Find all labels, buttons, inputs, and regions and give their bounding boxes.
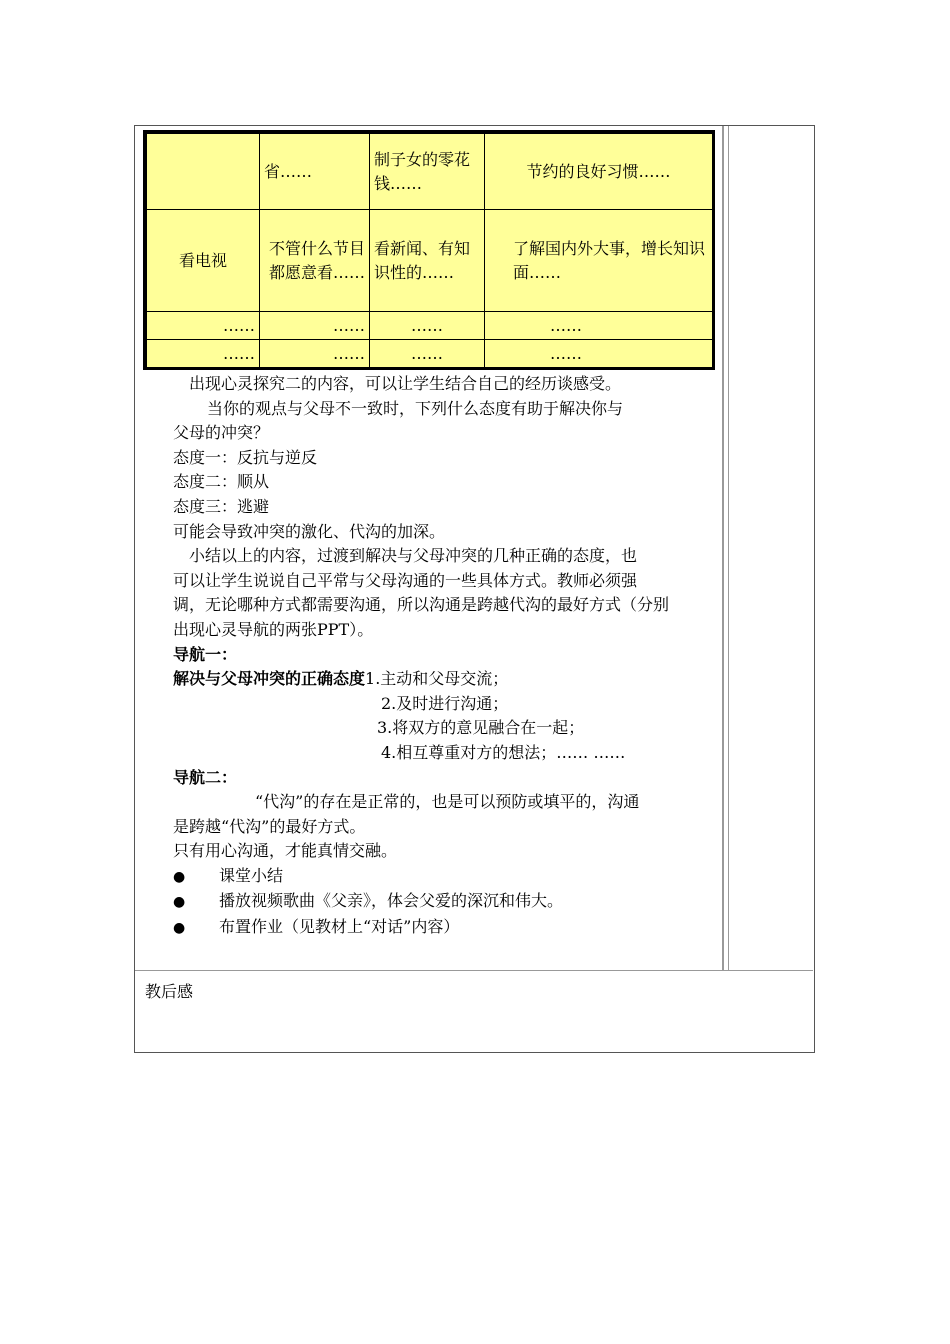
table-cell: 了解国内外大事，增长知识面…… [485, 210, 713, 312]
paragraph: 出现心灵导航的两张PPT）。 [173, 619, 374, 639]
paragraph: 当你的观点与父母不一致时，下列什么态度有助于解决你与 [207, 398, 624, 418]
lesson-text [173, 372, 718, 941]
attitude-line: 态度三：逃避 [173, 496, 270, 516]
bullet-icon [173, 889, 219, 915]
table-row [147, 134, 713, 210]
side-cell [723, 126, 813, 971]
lesson-plan-table [134, 125, 815, 1053]
attitude-line: 态度一：反抗与逆反 [173, 447, 318, 467]
table-cell: …… [370, 312, 485, 340]
paragraph: 调，无论哪种方式都需要沟通，所以沟通是跨越代沟的最好方式（分别 [173, 595, 670, 615]
nav1-heading: 解决与父母冲突的正确态度 [173, 669, 366, 689]
table-row [147, 340, 713, 368]
table-cell: …… [260, 312, 370, 340]
table-cell: 制子女的零花钱…… [370, 134, 485, 210]
attitude-line: 态度二：顺从 [173, 472, 270, 492]
table-cell: 省…… [260, 134, 370, 210]
table-row [147, 210, 713, 312]
nav2-title: 导航二： [173, 767, 238, 787]
table-cell: …… [370, 340, 485, 368]
bullet-item: ● 课堂小结 [173, 864, 718, 890]
table-cell: 节约的良好习惯…… [485, 134, 713, 210]
table-cell: …… [147, 340, 260, 368]
bullet-icon [173, 915, 219, 941]
paragraph: 出现心灵探究二的内容，可以让学生结合自己的经历谈感受。 [189, 374, 622, 393]
bullet-icon [173, 864, 219, 890]
reflection-cell [135, 971, 813, 1051]
paragraph: 父母的冲突？ [173, 423, 270, 443]
paragraph: 是跨越“代沟”的最好方式。 [173, 816, 366, 836]
comparison-table [143, 130, 715, 370]
nav1-title: 导航一： [173, 644, 238, 664]
reflection-label: 教后感 [145, 982, 194, 1001]
paragraph: “代沟”的存在是正常的，也是可以预防或填平的，沟通 [255, 792, 640, 812]
table-cell: …… [260, 340, 370, 368]
paragraph: 可以让学生说说自己平常与父母沟通的一些具体方式。教师必须强 [173, 570, 638, 590]
table-cell: …… [147, 312, 260, 340]
nav1-item: 1.主动和父母交流； [365, 669, 509, 689]
nav1-item: 3.将双方的意见融合在一起； [377, 718, 585, 738]
nav1-item: 4.相互尊重对方的想法；…… …… [381, 742, 626, 762]
table-cell [147, 134, 260, 210]
bullet-item: ● 播放视频歌曲《父亲》，体会父爱的深沉和伟大。 [173, 889, 718, 915]
content-cell [135, 126, 723, 971]
paragraph: 只有用心沟通，才能真情交融。 [173, 841, 398, 861]
table-cell: …… [485, 340, 713, 368]
table-cell: 看电视 [147, 210, 260, 312]
table-cell: …… [485, 312, 713, 340]
nav1-item: 2.及时进行沟通； [381, 693, 509, 713]
paragraph: 小结以上的内容，过渡到解决与父母冲突的几种正确的态度，也 [189, 546, 638, 566]
table-row [147, 312, 713, 340]
bullet-item: ● 布置作业（见教材上“对话”内容） [173, 915, 718, 941]
table-cell: 不管什么节目都愿意看…… [260, 210, 370, 312]
paragraph: 可能会导致冲突的激化、代沟的加深。 [173, 521, 446, 541]
table-cell: 看新闻、有知识性的…… [370, 210, 485, 312]
